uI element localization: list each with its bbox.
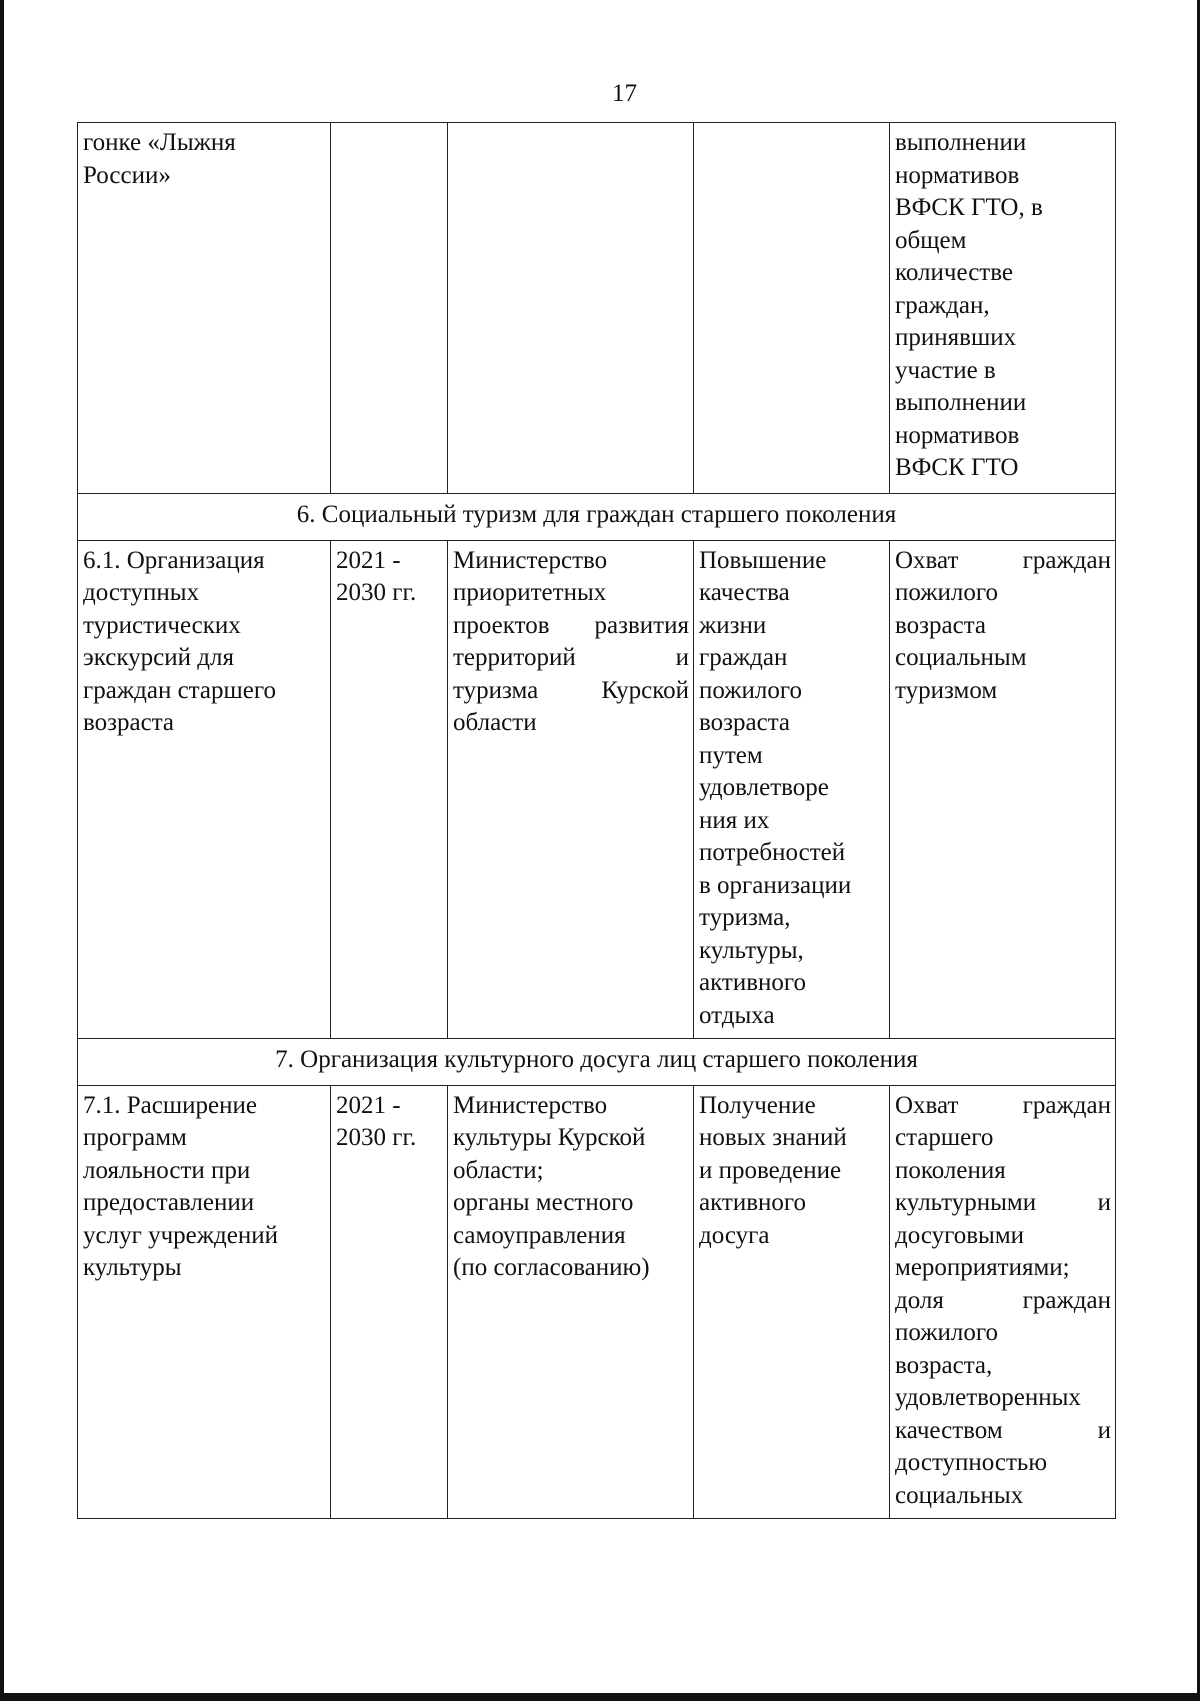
text-line: активного [699, 1189, 807, 1216]
text-line: выполнении [895, 389, 1027, 416]
text-line: количестве [895, 259, 1013, 286]
item-6-1-period-cell [331, 540, 448, 1039]
text-line: самоуправления [453, 1221, 626, 1249]
text-line: возраста [699, 709, 791, 736]
text-line: нормативов [895, 421, 1020, 449]
text-line: приоритетных [453, 579, 607, 606]
text-line: нормативов [895, 161, 1020, 189]
item-7-1-result-text [699, 1090, 885, 1253]
text-line: лояльности при [83, 1156, 251, 1184]
text-line: мероприятиями; [895, 1254, 1070, 1281]
text-line: пожилого [895, 579, 999, 606]
section-6-heading: 6. Социальный туризм для граждан старшего поколения [78, 494, 1116, 541]
text-line: пожилого [699, 676, 803, 704]
item-6-1-executor-cell [448, 540, 694, 1039]
text-line: гонке «Лыжня [83, 129, 236, 156]
item-7-1-event-cell [78, 1085, 331, 1519]
item-6-1-event-cell [78, 540, 331, 1039]
text-line: культуры, [699, 936, 804, 964]
text-line: Повышение [699, 546, 827, 574]
text-line: услуг учреждений [83, 1221, 278, 1249]
text-line: туризма, [699, 904, 791, 931]
item-7-1-period-text [336, 1090, 443, 1155]
text-line: возраста [895, 611, 987, 639]
text-line: доля граждан [895, 1286, 1111, 1314]
text-line: поколения [895, 1156, 1006, 1184]
item-6-1-executor-text [453, 545, 689, 740]
item-7-1-indicator-cell [890, 1085, 1116, 1519]
page-number: 17 [612, 80, 637, 107]
text-line: 2030 гг. [336, 579, 417, 606]
text-line: жизни [699, 611, 767, 639]
text-line: удовлетворенных [895, 1384, 1081, 1411]
text-line: Охват граждан [895, 1091, 1111, 1119]
text-line: общем [895, 226, 967, 254]
text-line: Министерство [453, 546, 608, 574]
text-line: досуга [699, 1221, 770, 1249]
text-line: территорий и [453, 644, 689, 671]
text-line: 2021 - [336, 546, 401, 574]
text-line: принявших [895, 324, 1017, 351]
item-7-1-executor-text [453, 1090, 689, 1285]
text-line: России» [83, 161, 171, 189]
text-line: и проведение [699, 1156, 842, 1184]
section-7-heading: 7. Организация культурного досуга лиц старшего поколения [78, 1039, 1116, 1086]
table-row-item-7-1 [78, 1085, 1116, 1519]
carry-result-cell [694, 123, 890, 494]
text-line: 6.1. Организация [83, 546, 265, 574]
item-6-1-result-text [699, 545, 885, 1033]
text-line: 2030 гг. [336, 1124, 417, 1151]
table-row-section-7 [78, 1039, 1116, 1086]
item-7-1-indicator-text [895, 1090, 1111, 1513]
text-line: потребностей [699, 839, 846, 866]
text-line: качеством и [895, 1416, 1111, 1444]
text-line: ВФСК ГТО [895, 454, 1019, 481]
text-line: туристических [83, 611, 241, 639]
text-line: граждан старшего [83, 676, 276, 704]
text-line: культуры Курской [453, 1124, 646, 1151]
text-line: 7.1. Расширение [83, 1091, 257, 1119]
text-line: области [453, 709, 537, 736]
text-line: путем [699, 741, 763, 769]
item-6-1-result-cell [694, 540, 890, 1039]
text-line: граждан [699, 644, 788, 671]
text-line: выполнении [895, 129, 1027, 156]
text-line: Получение [699, 1091, 816, 1119]
text-line: культурными и [895, 1189, 1111, 1216]
carry-period-cell [331, 123, 448, 494]
text-line: пожилого [895, 1319, 999, 1346]
text-line: ВФСК ГТО, в [895, 194, 1043, 221]
text-line: возраста [83, 709, 175, 736]
carry-executor-cell [448, 123, 694, 494]
text-line: культуры [83, 1254, 182, 1281]
text-line: социальных [895, 1481, 1024, 1509]
carry-indicator-text [895, 127, 1111, 485]
text-line: отдыха [699, 1001, 775, 1029]
table-row-section-6 [78, 494, 1116, 541]
text-line: туризма Курской [453, 676, 689, 704]
text-line: активного [699, 969, 807, 996]
item-6-1-indicator-cell [890, 540, 1116, 1039]
item-7-1-result-cell [694, 1085, 890, 1519]
text-line: возраста, [895, 1351, 993, 1379]
text-line: экскурсий для [83, 644, 234, 671]
item-7-1-executor-cell [448, 1085, 694, 1519]
program-table [77, 122, 1116, 1519]
text-line: Министерство [453, 1091, 608, 1119]
item-6-1-event-text [83, 545, 326, 740]
text-line: предоставлении [83, 1189, 255, 1216]
text-line: ния их [699, 806, 770, 834]
carry-indicator-cell [890, 123, 1116, 494]
scan-edge-left [0, 0, 4, 1701]
text-line: новых знаний [699, 1124, 847, 1151]
text-line: качества [699, 579, 790, 606]
carry-event-cell [78, 123, 331, 494]
text-line: доступностью [895, 1449, 1048, 1476]
table-row-item-6-1 [78, 540, 1116, 1039]
item-7-1-event-text [83, 1090, 326, 1285]
text-line: проектов развития [453, 611, 689, 639]
text-line: органы местного [453, 1189, 634, 1216]
text-line: удовлетворе [699, 774, 829, 801]
text-line: в организации [699, 871, 852, 899]
item-6-1-indicator-text [895, 545, 1111, 708]
text-line: социальным [895, 644, 1027, 671]
text-line: программ [83, 1124, 187, 1151]
text-line: области; [453, 1156, 544, 1184]
carry-event-text [83, 127, 326, 192]
text-line: (по согласованию) [453, 1254, 650, 1281]
scan-edge-bottom [0, 1693, 1200, 1701]
text-line: граждан, [895, 291, 990, 319]
text-line: участие в [895, 356, 996, 384]
item-6-1-period-text [336, 545, 443, 610]
table-row-carryover [78, 123, 1116, 494]
text-line: Охват граждан [895, 546, 1111, 574]
text-line: туризмом [895, 676, 998, 704]
item-7-1-period-cell [331, 1085, 448, 1519]
text-line: 2021 - [336, 1091, 401, 1119]
text-line: досуговыми [895, 1221, 1025, 1249]
text-line: старшего [895, 1124, 994, 1151]
text-line: доступных [83, 579, 200, 606]
